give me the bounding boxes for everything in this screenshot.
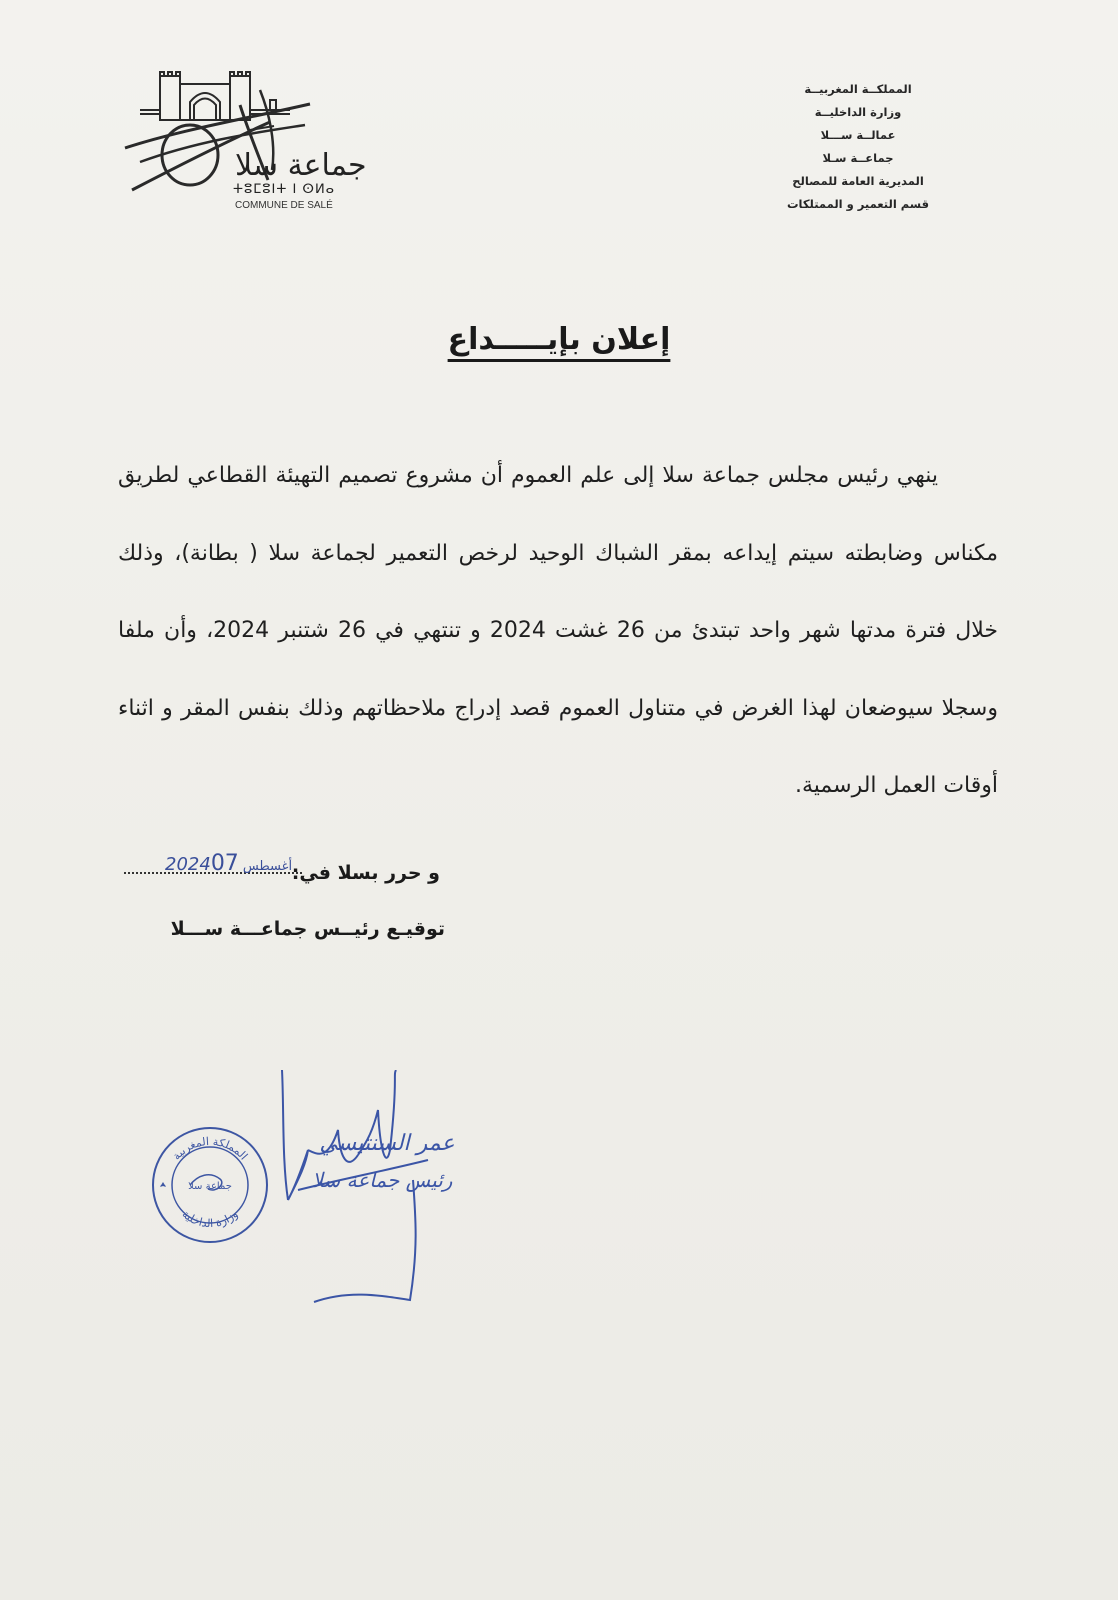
signatory-name: عمر السنتيسي [319,1131,455,1156]
document-title: إعلان بإيـــــداع [447,322,671,357]
header-line-prefecture: عمالــة ســـلا [820,128,896,142]
logo-arabic-name: جماعة سلا [235,148,367,183]
header-line-division: قسم التعمير و الممتلكات [786,197,930,211]
written-at-label: و حرر بسلا في: [291,862,440,884]
logo-tifinagh-name: ⵜⵓⵎⵓⵏⵜ ⵏ ⵙⵍⴰ [233,182,336,197]
handwritten-date-month: أغسطس [242,859,293,874]
header-line-commune: جماعــة سـلا [822,151,894,165]
stamp-top-text: المملكة المغربية [169,1134,251,1163]
handwritten-date-day: 07 [210,851,239,876]
handwritten-date [165,851,296,876]
official-stamp [150,1125,270,1245]
header-line-kingdom: المملكــة المغربيــة [804,82,912,96]
stamp-bottom-text: وزارة الداخلية [179,1207,241,1231]
header-line-directorate: المديرية العامة للمصالح [792,174,924,188]
kasbah-gate-emblem [120,70,370,220]
signatory-title: رئيس جماعة سلا [311,1168,453,1192]
signature-label: توقيـع رئيــس جماعـــة ســـلا [170,918,445,940]
logo-french-name: COMMUNE DE SALÉ [235,200,333,211]
commune-logo [120,70,370,220]
administrative-header [728,78,988,216]
header-line-ministry: وزارة الداخليــة [814,105,902,119]
svg-text:وزارة الداخلية [180,1208,241,1230]
handwritten-date-year: 2024 [165,854,211,875]
announcement-paragraph [118,437,998,825]
svg-text:المملكة المغربية [170,1135,250,1163]
stamp-center-text: جماعة سلا [188,1181,232,1192]
paragraph-text: ينهي رئيس مجلس جماعة سلا إلى علم العموم أن مشروع تصميم التهيئة القطاعي لطريق مكناس وضابطته سيتم إيداعه بمقر الشباك الوحيد لرخص التعمير لجماعة سلا ( بطانة)، وذلك خلال فترة مدتها شهر واحد تبتدئ من 26 غشت 2024 و تنتهي في 26 شتنبر 2024، وأن ملفا وسجلا سيوضعان لهذا الغرض في متناول العموم قصد إدراج ملاحظاتهم وذلك بنفس المقر و اثناء أوقات العمل الرسمية. [118,463,998,798]
